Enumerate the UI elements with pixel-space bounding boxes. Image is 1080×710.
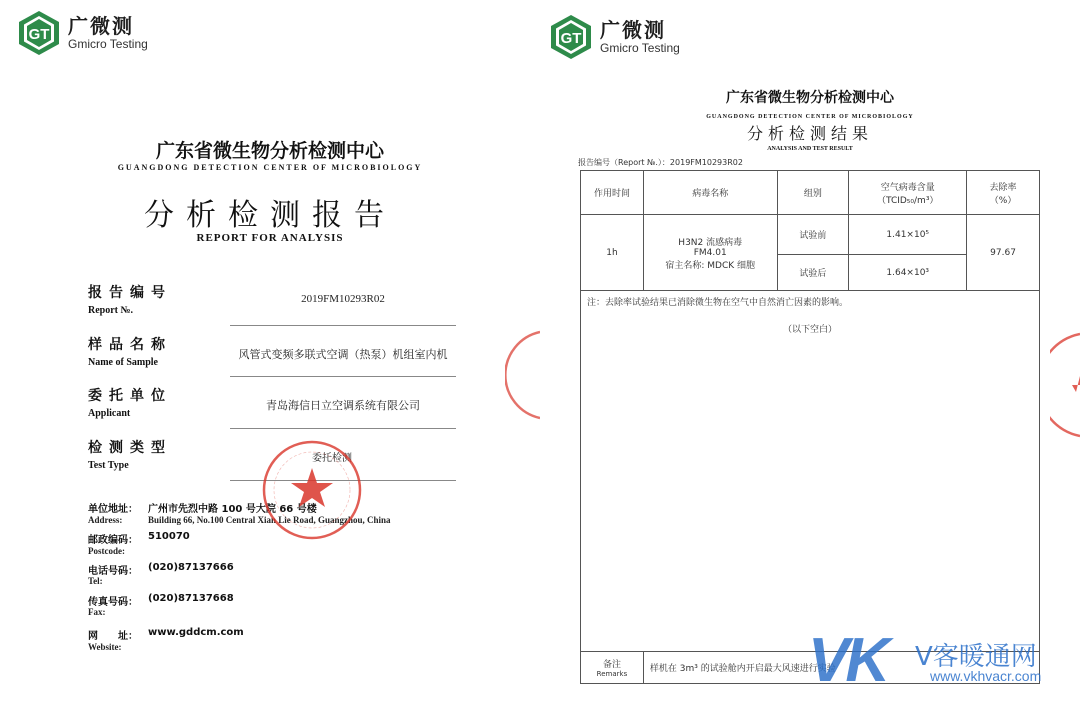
brand-name-en: Gmicro Testing <box>68 37 148 51</box>
field-label-en: Applicant <box>88 408 131 419</box>
field-value-report-no: 2019FM10293R02 <box>301 293 385 305</box>
vk-watermark-name: V客暖通网 <box>915 642 1037 672</box>
header-content <box>849 171 967 215</box>
header-removal-unit: （%） <box>989 195 1017 206</box>
address-value-cn: 广州市先烈中路 100 号大院 66 号楼 <box>148 504 317 515</box>
field-applicant <box>88 385 172 419</box>
vk-watermark-url: www.vkhvacr.com <box>930 668 1042 684</box>
cell-value-after: 1.64×10³ <box>849 255 967 291</box>
virus-host: 宿主名称: MDCK 细胞 <box>665 260 756 271</box>
vk-watermark-logo: VK <box>808 626 887 695</box>
report-title-cn: 分析检测报告 <box>144 198 396 233</box>
address-label-en: Address: <box>88 515 123 525</box>
cell-virus <box>643 215 777 291</box>
cell-group-before: 试验前 <box>777 215 849 255</box>
partial-seal-stamp <box>1050 330 1080 440</box>
postcode-label-en: Postcode: <box>88 546 125 556</box>
header-virus: 病毒名称 <box>643 171 777 215</box>
note-text: 注：去除率试验结果已消除微生物在空气中自然消亡因素的影响。 <box>587 298 849 308</box>
remarks-label-cn: 备注 <box>602 660 621 670</box>
header-removal <box>967 171 1040 215</box>
field-label-cn: 委托单位 <box>88 388 172 404</box>
blank-marker: （以下空白） <box>782 325 837 335</box>
header-removal-label: 去除率 <box>989 182 1017 193</box>
svg-text:GT: GT <box>560 30 582 47</box>
results-table <box>580 170 1040 684</box>
report-title-en: REPORT FOR ANALYSIS <box>196 232 344 244</box>
postcode-label-cn: 邮政编码： <box>88 535 138 546</box>
field-underline <box>230 376 456 377</box>
header-group: 组别 <box>777 171 849 215</box>
virus-strain: FM4.01 <box>693 247 727 258</box>
results-org-name-en: GUANGDONG DETECTION CENTER OF MICROBIOLOGY <box>706 114 914 120</box>
field-label-cn: 检测类型 <box>88 440 172 456</box>
field-value-sample-name: 风管式变频多联式空调（热泵）机组室内机 <box>238 348 448 361</box>
postcode-value: 510070 <box>148 531 190 542</box>
cell-group-after: 试验后 <box>777 255 849 291</box>
gmicro-logo-icon <box>548 14 594 60</box>
remarks-label-en: Remarks <box>596 670 628 678</box>
brand-name-cn: 广微测 <box>600 18 666 42</box>
field-test-type <box>88 437 172 471</box>
website-value: www.gddcm.com <box>148 627 244 638</box>
gmicro-logo <box>16 10 148 56</box>
field-sample-name <box>88 334 172 368</box>
field-label-en: Name of Sample <box>88 357 158 368</box>
results-report-no: 报告编号（Report №.）：2019FM10293R02 <box>578 158 743 167</box>
table-note-row <box>581 291 1040 652</box>
table-header-row <box>581 171 1040 215</box>
tel-value: (020)87137666 <box>148 562 234 573</box>
header-content-label: 空气病毒含量 <box>880 182 935 193</box>
header-content-unit: （TCID₅₀/m³） <box>876 195 939 206</box>
tel-label-cn: 电话号码： <box>88 566 138 577</box>
gmicro-logo <box>548 14 680 60</box>
field-report-no <box>88 282 172 316</box>
cell-remarks-value: 样机在 3m³ 的试验舱内开启最大风速进行实验 <box>643 652 1039 684</box>
field-label-cn: 报告编号 <box>88 285 172 301</box>
org-name-en: GUANGDONG DETECTION CENTER OF MICROBIOLOGY <box>117 163 423 172</box>
official-seal-stamp <box>260 438 364 542</box>
website-label-cn: 网 址： <box>88 631 138 642</box>
website-label-en: Website: <box>88 642 122 652</box>
fax-label-en: Fax: <box>88 607 106 617</box>
brand-name-cn: 广微测 <box>68 14 134 38</box>
fax-label-cn: 传真号码： <box>88 597 138 608</box>
results-title-cn: 分析检测结果 <box>746 124 873 143</box>
address-value-en: Building 66, No.100 Central Xian Lie Road, Guangzhou, China <box>148 515 391 525</box>
cell-time: 1h <box>581 215 644 291</box>
cell-note <box>581 291 1040 652</box>
virus-name: H3N2 流感病毒 <box>678 237 743 248</box>
results-title-en: ANALYSIS AND TEST RESULT <box>767 146 853 152</box>
field-value-applicant: 青岛海信日立空调系统有限公司 <box>266 399 420 412</box>
cell-remarks-label <box>581 652 644 684</box>
address-label-cn: 单位地址： <box>88 504 138 515</box>
field-value-test-type: 委托检测 <box>312 453 352 464</box>
table-row <box>581 215 1040 255</box>
field-label-en: Test Type <box>88 460 129 471</box>
fax-value: (020)87137668 <box>148 593 234 604</box>
field-label-en: Report №. <box>88 305 134 316</box>
cell-value-before: 1.41×10⁵ <box>849 215 967 255</box>
brand-name-en: Gmicro Testing <box>600 41 680 55</box>
cell-removal: 97.67 <box>967 215 1040 291</box>
tel-label-en: Tel: <box>88 576 103 586</box>
results-org-name-cn: 广东省微生物分析检测中心 <box>726 90 894 106</box>
header-time: 作用时间 <box>581 171 644 215</box>
gmicro-logo-icon <box>16 10 62 56</box>
svg-text:GT: GT <box>28 26 50 43</box>
partial-seal-stamp <box>505 330 540 420</box>
field-label-cn: 样品名称 <box>88 337 172 353</box>
field-underline <box>230 325 456 326</box>
field-underline <box>230 428 456 429</box>
org-name-cn: 广东省微生物分析检测中心 <box>155 140 384 162</box>
